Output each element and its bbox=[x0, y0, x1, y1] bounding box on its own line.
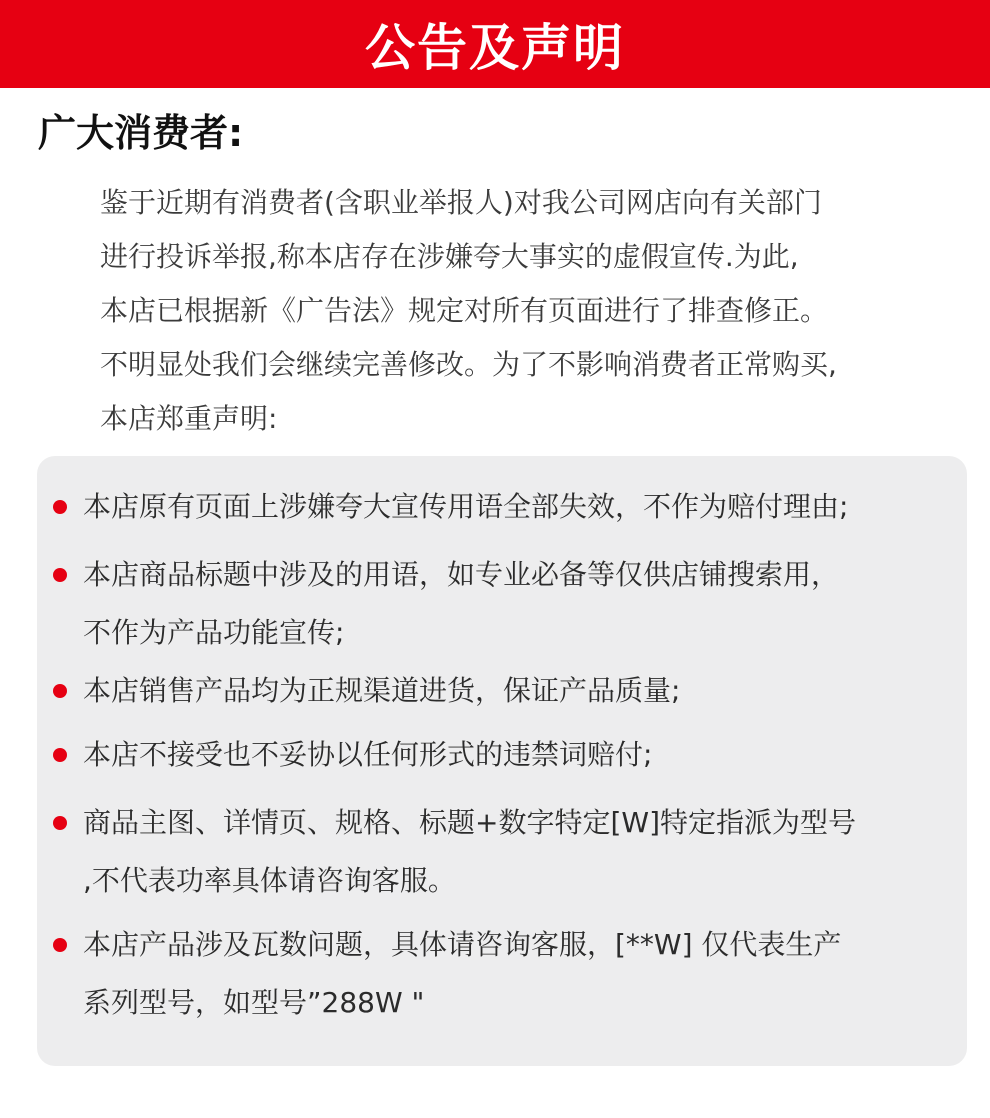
notice-item-text bbox=[83, 546, 963, 662]
intro-line: 鉴于近期有消费者(含职业举报人)对我公司网店向有关部门 bbox=[100, 186, 822, 219]
notice-item-text bbox=[83, 794, 963, 910]
bullet-dot-icon bbox=[53, 568, 67, 582]
notice-line: 不作为产品功能宣传; bbox=[83, 616, 345, 649]
notice-line: 本店销售产品均为正规渠道进货，保证产品质量; bbox=[83, 674, 681, 707]
bullet-dot-icon bbox=[53, 500, 67, 514]
page-title: 公告及声明 bbox=[365, 19, 625, 77]
notice-box bbox=[37, 456, 967, 1066]
salutation: 广大消费者: bbox=[38, 111, 244, 155]
bullet-dot-icon bbox=[53, 684, 67, 698]
intro-line: 本店已根据新《广告法》规定对所有页面进行了排查修正。 bbox=[100, 294, 829, 327]
notice-line: 本店原有页面上涉嫌夸大宣传用语全部失效，不作为赔付理由; bbox=[83, 490, 849, 523]
header-bar bbox=[0, 0, 990, 88]
notice-item-text bbox=[83, 662, 963, 720]
notice-line: 本店产品涉及瓦数问题，具体请咨询客服，[**W] 仅代表生产 bbox=[83, 928, 842, 961]
intro-line: 不明显处我们会继续完善修改。为了不影响消费者正常购买, bbox=[100, 348, 837, 381]
notice-item-text bbox=[83, 478, 963, 536]
bullet-dot-icon bbox=[53, 938, 67, 952]
bullet-dot-icon bbox=[53, 748, 67, 762]
notice-line: 商品主图、详情页、规格、标题+数字特定[W]特定指派为型号 bbox=[83, 806, 856, 839]
intro-line: 本店郑重声明: bbox=[100, 402, 278, 435]
bullet-dot-icon bbox=[53, 816, 67, 830]
notice-item-text bbox=[83, 726, 963, 784]
notice-line: ,不代表功率具体请咨询客服。 bbox=[83, 864, 456, 897]
intro-line: 进行投诉举报,称本店存在涉嫌夸大事实的虚假宣传.为此, bbox=[100, 240, 799, 273]
notice-line: 本店商品标题中涉及的用语，如专业必备等仅供店铺搜索用， bbox=[83, 558, 840, 591]
notice-line: 系列型号，如型号”288W " bbox=[83, 986, 425, 1019]
notice-line: 本店不接受也不妥协以任何形式的违禁词赔付; bbox=[83, 738, 653, 771]
notice-item-text bbox=[83, 916, 963, 1032]
intro-paragraph bbox=[100, 176, 960, 446]
